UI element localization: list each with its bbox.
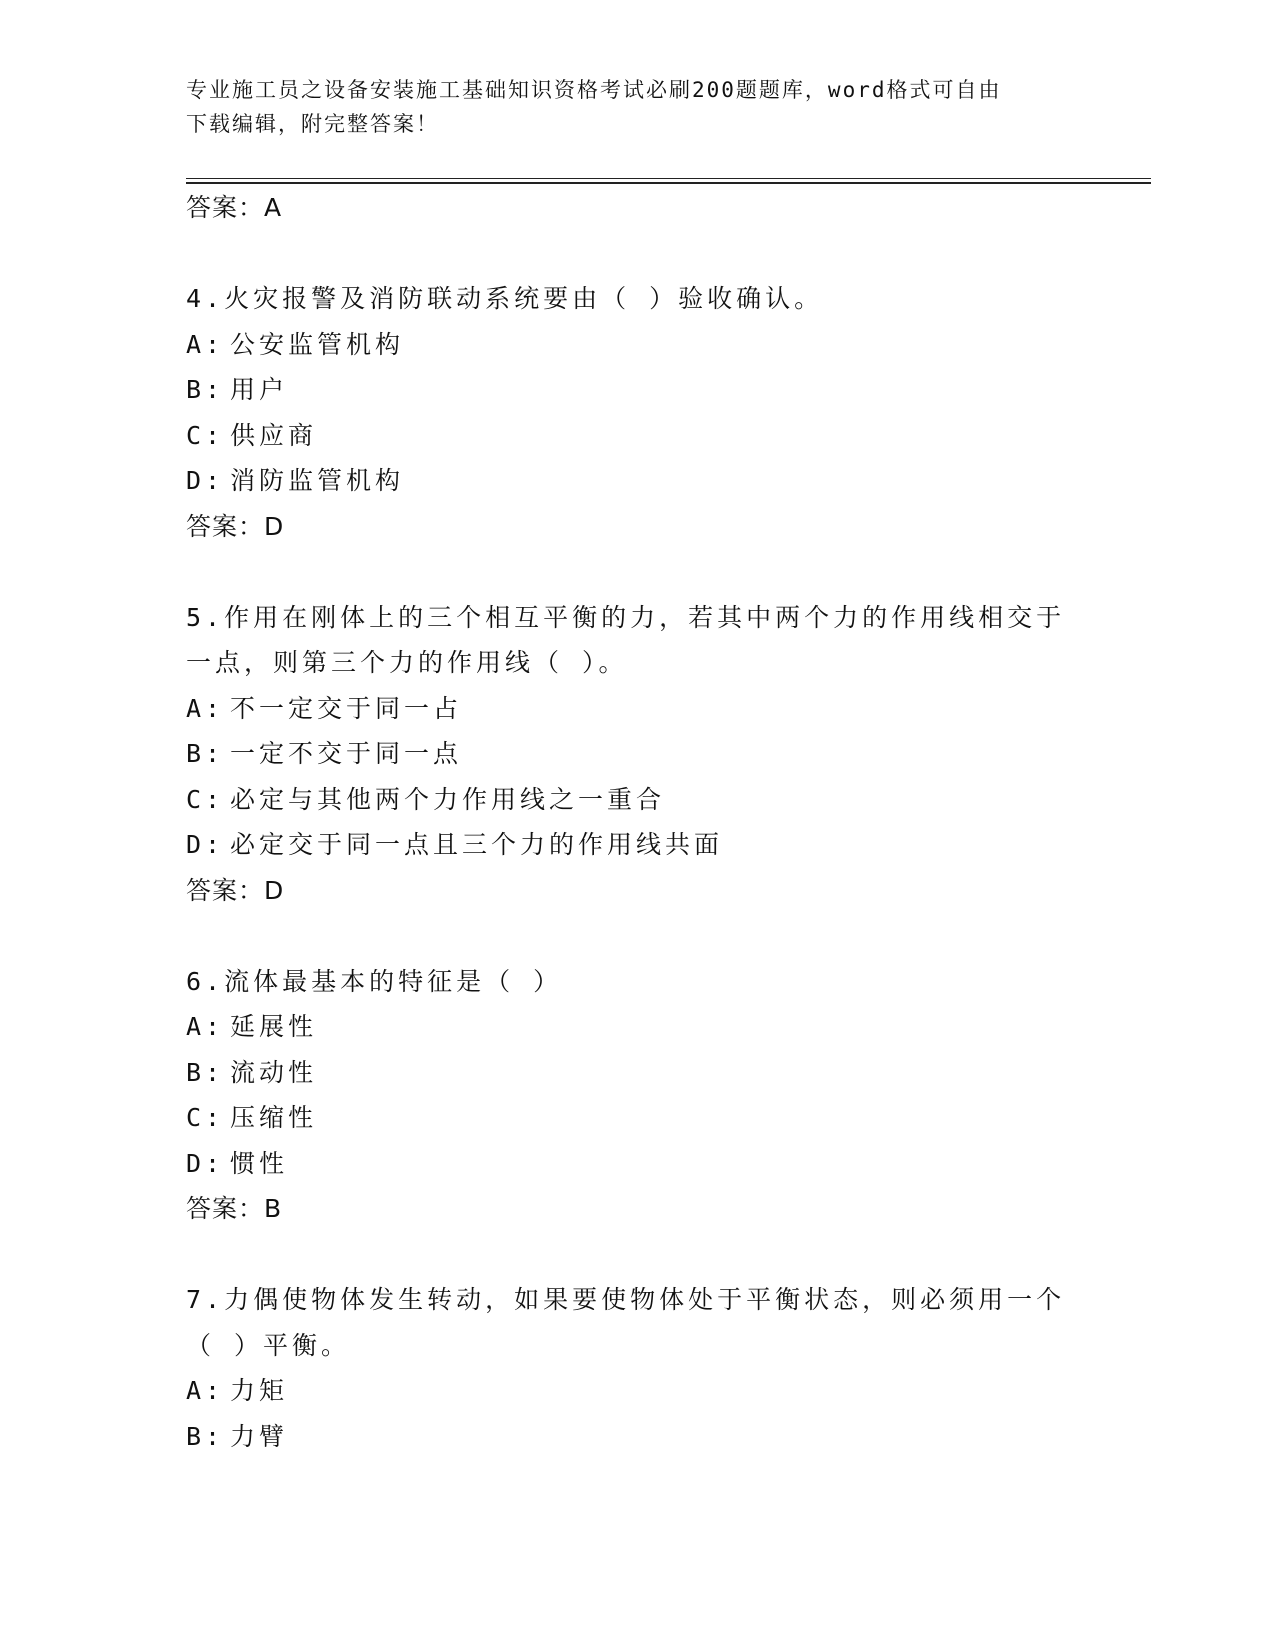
question-text: 5.作用在刚体上的三个相互平衡的力，若其中两个力的作用线相交于 (186, 602, 1066, 632)
header-line-1: 专业施工员之设备安装施工基础知识资格考试必刷200题题库，word格式可自由 (186, 78, 1002, 102)
page-header (186, 73, 1066, 141)
spacer (186, 1232, 1086, 1278)
option-c: C: 必定与其他两个力作用线之一重合 (186, 784, 666, 814)
question-text: 6.流体最基本的特征是（ ） (186, 966, 563, 996)
question-text: 7.力偶使物体发生转动，如果要使物体处于平衡状态，则必须用一个 (186, 1285, 1066, 1314)
answer-line: 答案：A (186, 193, 283, 222)
header-line-2: 下载编辑，附完整答案！ (186, 112, 439, 136)
option-a: A: 不一定交于同一占 (186, 693, 463, 723)
option-d: D: 消防监管机构 (186, 466, 405, 495)
question-text-continued: 一点，则第三个力的作用线（ ）。 (186, 648, 628, 677)
question-text-continued: （ ）平衡。 (186, 1330, 351, 1360)
option-a: A: 力矩 (186, 1376, 289, 1405)
option-d: D: 必定交于同一点且三个力的作用线共面 (186, 830, 724, 859)
answer-line: 答案：D (186, 511, 285, 541)
option-a: A: 公安监管机构 (186, 329, 405, 359)
option-b: B: 用户 (186, 375, 289, 404)
spacer (186, 231, 1086, 277)
spacer (186, 913, 1086, 959)
option-b: B: 力臂 (186, 1421, 289, 1451)
question-block (186, 276, 1086, 549)
question-list (186, 185, 1086, 1459)
answer-line: 答案：D (186, 875, 285, 905)
option-d: D: 惯性 (186, 1148, 289, 1178)
question-block (186, 959, 1086, 1232)
spacer (186, 549, 1086, 595)
question-block (186, 595, 1086, 914)
option-b: B: 一定不交于同一点 (186, 739, 463, 768)
option-a: A: 延展性 (186, 1012, 318, 1041)
question-block (186, 1277, 1086, 1459)
answer-line: 答案：B (186, 1194, 283, 1223)
option-c: C: 压缩性 (186, 1103, 318, 1132)
header-divider-thick (186, 182, 1151, 184)
question-text: 4.火灾报警及消防联动系统要由（ ）验收确认。 (186, 284, 824, 313)
option-b: B: 流动性 (186, 1057, 318, 1087)
header-divider-thin (186, 178, 1151, 179)
option-c: C: 供应商 (186, 420, 318, 450)
